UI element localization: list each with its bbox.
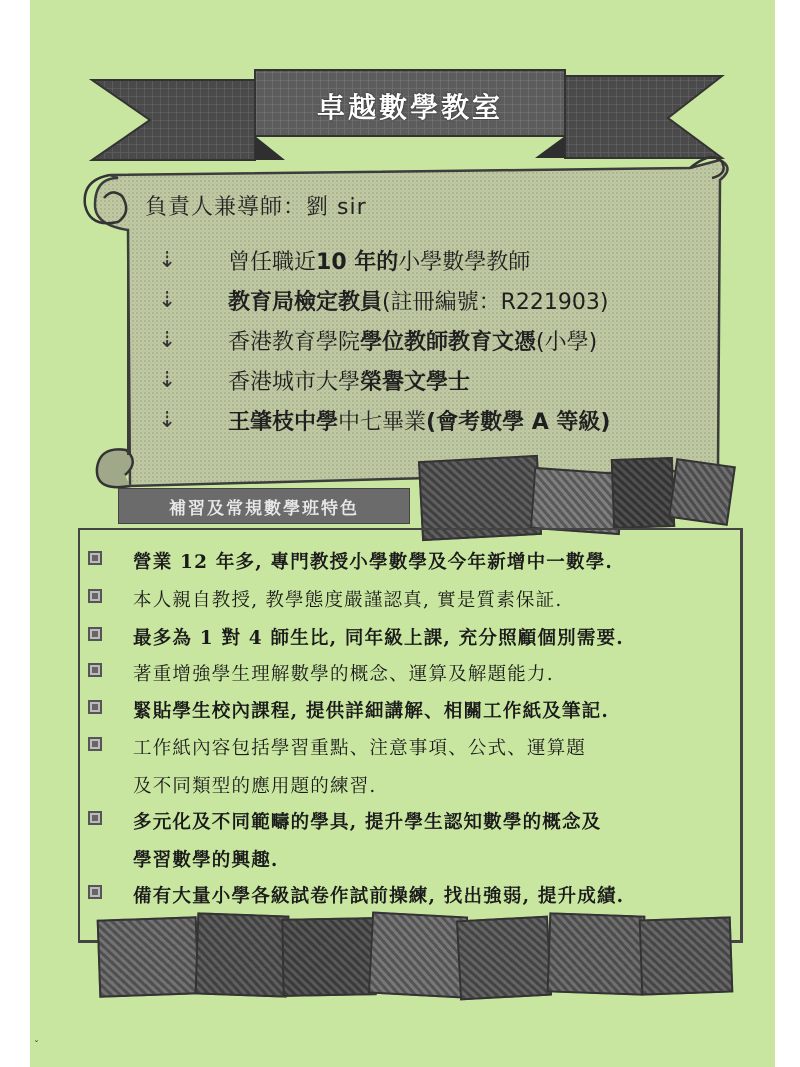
credential-text: 王肇枝中學 [228, 409, 339, 435]
arrow-down-icon: ⇣ [158, 407, 177, 433]
feature-text: 備有大量小學各級試卷作試前操練, 找出強弱, 提升成績. [133, 886, 625, 907]
credential-item [150, 400, 710, 440]
teaching-aid-photo [639, 916, 734, 995]
credential-text: 榮譽文學士 [360, 369, 471, 395]
checkbox-icon [88, 700, 102, 714]
instructor-name: 負責人兼導師：劉 sir [145, 195, 367, 220]
arrow-down-icon: ⇣ [158, 287, 177, 313]
feature-text: 工作紙內容包括學習重點、注意事項、公式、運算題 [133, 738, 587, 759]
checkbox-icon [88, 627, 102, 641]
teaching-aid-photo [456, 916, 552, 1001]
features-heading: 補習及常規數學班特色 [118, 488, 410, 524]
credential-item [150, 240, 710, 280]
classroom-photo [530, 467, 624, 535]
feature-text: 最多為 1 對 4 師生比, 同年級上課, 充分照顧個別需要. [133, 628, 624, 649]
checkbox-icon [88, 885, 102, 899]
checkbox-icon [88, 551, 102, 565]
credential-text: 香港城市大學 [228, 369, 361, 395]
teaching-aid-photo [195, 912, 290, 997]
classroom-photo [611, 457, 675, 529]
checkbox-icon [88, 737, 102, 751]
feature-text: 學習數學的興趣. [133, 850, 279, 871]
teaching-aid-photo [97, 916, 200, 997]
credential-item [150, 280, 710, 320]
credential-text: 香港教育學院 [228, 329, 361, 355]
arrow-down-icon: ⇣ [158, 247, 177, 273]
credential-text: 學位教師教育文憑 [360, 329, 537, 355]
scan-speck: ˇ [34, 1040, 39, 1051]
checkbox-icon [88, 663, 102, 677]
classroom-photo [668, 458, 736, 526]
credentials-list [150, 240, 710, 440]
arrow-down-icon: ⇣ [158, 367, 177, 393]
arrow-down-icon: ⇣ [158, 327, 177, 353]
feature-text: 及不同類型的應用題的練習. [133, 776, 377, 797]
teaching-aid-photo [368, 912, 468, 999]
feature-text: 多元化及不同範疇的學具, 提升學生認知數學的概念及 [133, 812, 602, 833]
credential-text: 中七畢業 [338, 409, 427, 435]
teaching-aid-photo [547, 912, 646, 995]
checkbox-icon [88, 589, 102, 603]
credential-text: (註冊編號：R221903) [382, 289, 609, 315]
credential-text: 教育局檢定教員 [228, 289, 383, 315]
page-title: 卓越數學教室 [316, 91, 503, 124]
credential-text: (會考數學 A 等級) [426, 409, 611, 435]
checkbox-icon [88, 811, 102, 825]
credential-text: (小學) [536, 329, 598, 355]
feature-text: 著重增強學生理解數學的概念、運算及解題能力. [133, 664, 554, 685]
credential-text: 曾任職近 [228, 249, 317, 275]
credential-item [150, 360, 710, 400]
feature-text: 緊貼學生校內課程, 提供詳細講解、相關工作紙及筆記. [133, 701, 610, 722]
credential-text: 小學數學教師 [398, 249, 531, 275]
credential-item [150, 320, 710, 360]
credential-text: 10 年的 [316, 249, 399, 275]
feature-text: 本人親自教授, 教學態度嚴謹認真, 實是質素保証. [133, 590, 563, 611]
feature-text: 營業 12 年多, 專門教授小學數學及今年新增中一數學. [133, 552, 614, 573]
teaching-aid-photo [281, 917, 376, 997]
